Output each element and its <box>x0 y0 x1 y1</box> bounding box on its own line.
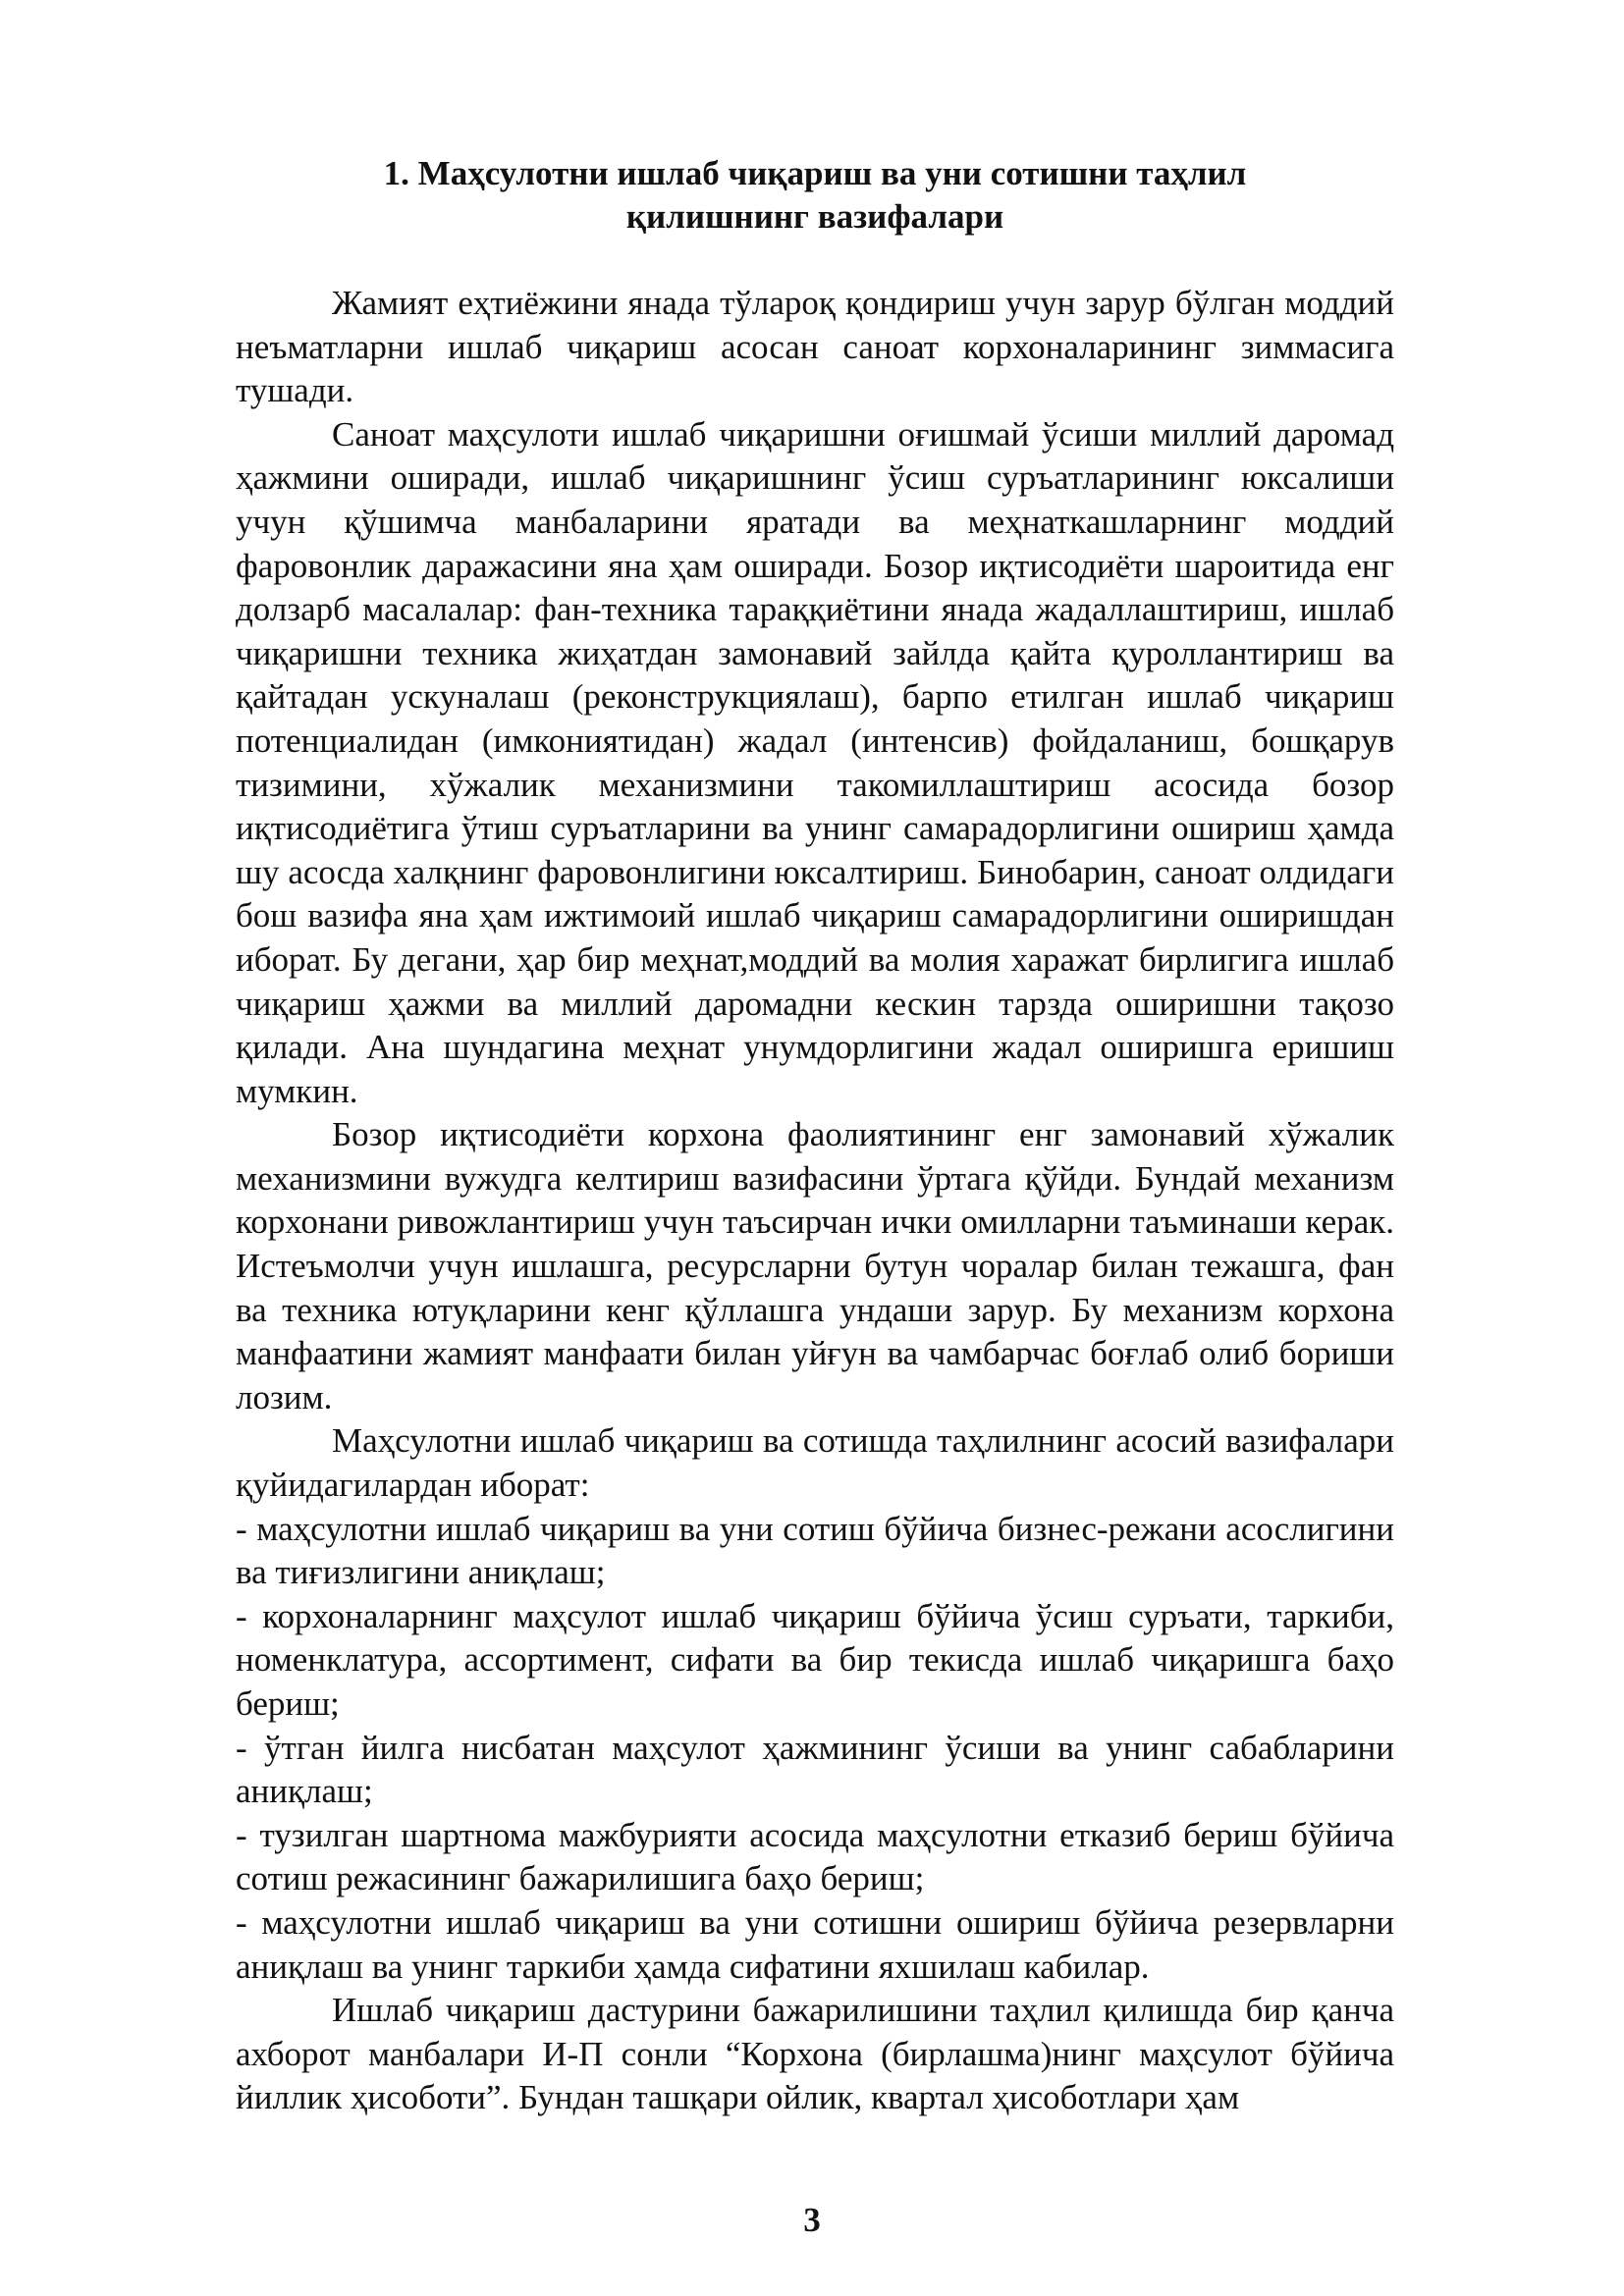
list-item: - корхоналарнинг маҳсулот ишлаб чиқариш бўйича ўсиш суръати, таркиби, номенклатура, ассортимент, сифати ва бир текисда ишлаб чиқаришга баҳо бериш; <box>236 1596 1394 1723</box>
closing-paragraph: Ишлаб чиқариш дастурини бажарилишини таҳлил қилишда бир қанча ахборот манбалари И-П сонли “Корхона (бирлашма)нинг маҳсулот бўйича йиллик ҳисоботи”. Бундан ташқари ойлик, квартал ҳисоботлари ҳам <box>236 1991 1394 2117</box>
paragraph-1: Жамият еҳтиёжини янада тўлароқ қондириш учун зарур бўлган моддий неъматларни ишлаб чиқариш асосан саноат корхоналарининг зиммасига тушади. <box>236 284 1394 410</box>
section-title <box>236 152 1394 239</box>
task-list <box>236 1508 1394 1990</box>
paragraph-4: Маҳсулотни ишлаб чиқариш ва сотишда таҳлилнинг асосий вазифалари қуйидагилардан иборат: <box>236 1421 1394 1505</box>
section-title-line-1: 1. Маҳсулотни ишлаб чиқариш ва уни сотишни таҳлил <box>383 154 1247 192</box>
list-item: - ўтган йилга нисбатан маҳсулот ҳажмининг ўсиши ва унинг сабабларини аниқлаш; <box>236 1728 1394 1811</box>
document-page <box>236 152 1394 2120</box>
section-title-line-2: қилишнинг вазифалари <box>625 197 1004 236</box>
list-item: - маҳсулотни ишлаб чиқариш ва уни сотишни ошириш бўйича резервларни аниқлаш ва унинг таркиби ҳамда сифатини яхшилаш кабилар. <box>236 1902 1394 1986</box>
list-item: - маҳсулотни ишлаб чиқариш ва уни сотиш бўйича бизнес-режани асослигини ва тиғизлигини аниқлаш; <box>236 1509 1394 1592</box>
list-item: - тузилган шартнома мажбурияти асосида маҳсулотни етказиб бериш бўйича сотиш режасининг бажарилишига баҳо бериш; <box>236 1815 1394 1898</box>
document-body <box>236 282 1394 2120</box>
paragraph-3: Бозор иқтисодиёти корхона фаолиятининг енг замонавий хўжалик механизмини вужудга келтириш вазифасини ўртага қўйди. Бундай механизм корхонани ривожлантириш учун таъсирчан ички омилларни таъминаши керак. Истеъмолчи учун ишлашга, ресурсларни бутун чоралар билан тежашга, фан ва техника ютуқларини кенг қўллашга ундаши зарур. Бу механизм корхона манфаатини жамият манфаати билан уйғун ва чамбарчас боғлаб олиб бориши лозим. <box>236 1115 1394 1416</box>
page-number: 3 <box>803 2201 821 2239</box>
paragraph-2: Саноат маҳсулоти ишлаб чиқаришни оғишмай ўсиши миллий даромад ҳажмини оширади, ишлаб чиқаришнинг ўсиш суръатларининг юксалиши учун қўшимча манбаларини яратади ва меҳнаткашларнинг моддий фаровонлик даражасини яна ҳам оширади. Бозор иқтисодиёти шароитида енг долзарб масалалар: фан-техника тараққиётини янада жадаллаштириш, ишлаб чиқаришни техника жиҳатдан замонавий зайлда қайта қуроллантириш ва қайтадан ускуналаш (реконструкциялаш), барпо етилган ишлаб чиқариш потенциалидан (имкониятидан) жадал (интенсив) фойдаланиш, бошқарув тизимини, хўжалик механизмини такомиллаштириш асосида бозор иқтисодиётига ўтиш суръатларини ва унинг самарадорлигини ошириш ҳамда шу асосда халқнинг фаровонлигини юксалтириш. Бинобарин, саноат олдидаги бош вазифа яна ҳам ижтимоий ишлаб чиқариш самарадорлигини оширишдан иборат. Бу дегани, ҳар бир меҳнат,моддий ва молия харажат бирлигига ишлаб чиқариш ҳажми ва миллий даромадни кескин тарзда оширишни тақозо қилади. Ана шундагина меҳнат унумдорлигини жадал оширишга еришиш мумкин. <box>236 414 1394 1110</box>
